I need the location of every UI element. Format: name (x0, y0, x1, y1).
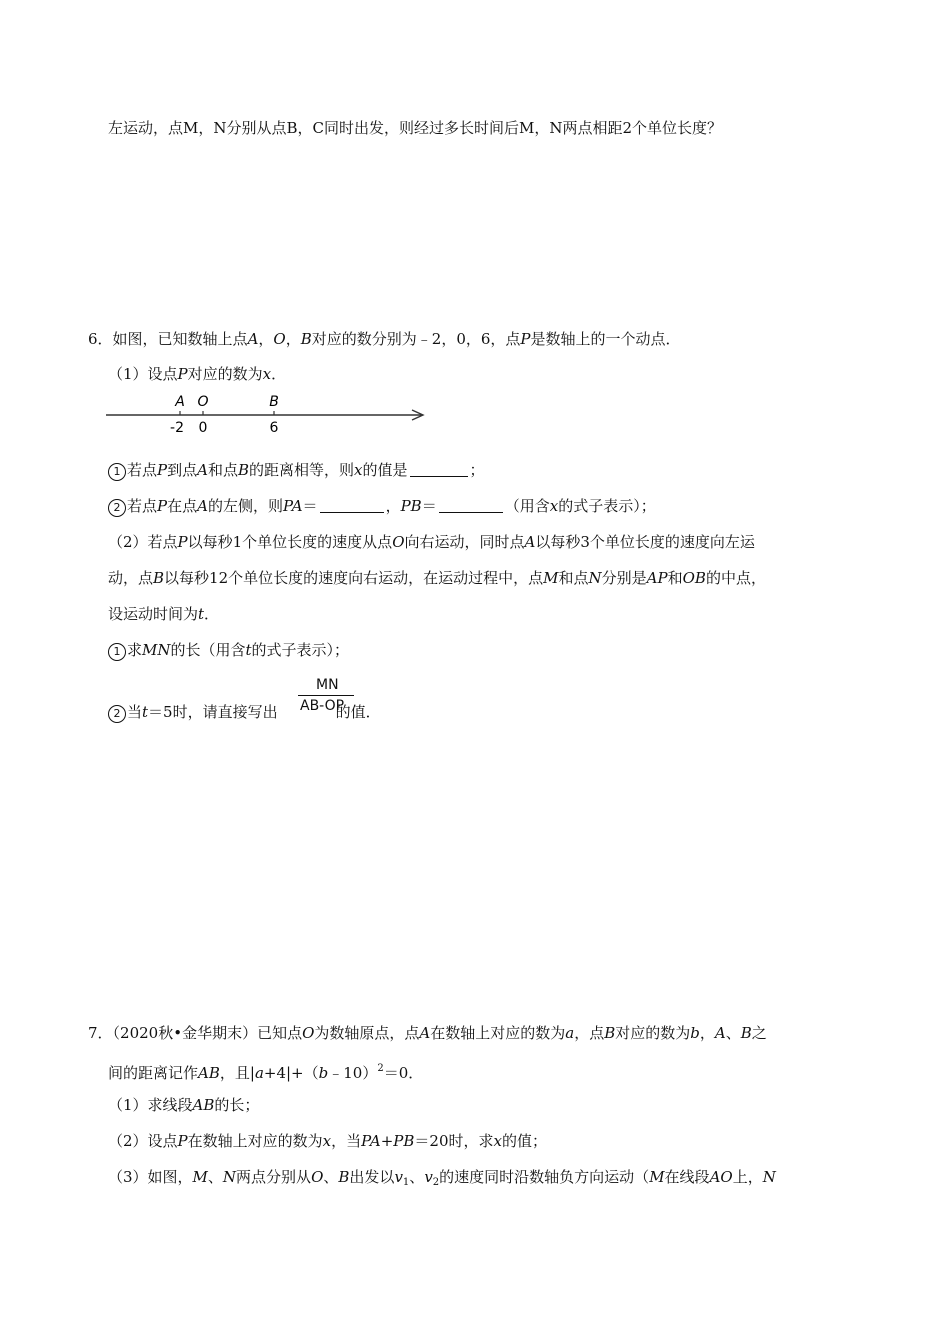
text: ，当 (331, 1132, 362, 1150)
text: 分别是 (601, 569, 647, 587)
text: 和点 (558, 569, 589, 587)
text: ＝ (302, 497, 318, 515)
q6-stem (88, 329, 681, 349)
var: P (157, 461, 168, 479)
q5-continuation-line: 左运动，点M，N分别从点B，C同时出发，则经过多长时间后M，N两点相距2个单位长度？ (108, 119, 723, 137)
fraction-numerator: MN (316, 677, 339, 693)
text: 间的距离记作 (108, 1064, 199, 1082)
var: P (157, 497, 168, 515)
superscript: 2 (377, 1063, 384, 1074)
text: ，点 (574, 1024, 605, 1042)
var: a (254, 1064, 264, 1082)
text: 在线段 (664, 1168, 710, 1186)
text: 对应的数为 (615, 1024, 691, 1042)
text: 求 (127, 641, 143, 659)
text: 是数轴上的一个动点． (530, 330, 681, 348)
text: ． (271, 365, 287, 383)
text: ＝ (421, 497, 437, 515)
fraction-denominator: AB-OP (300, 698, 345, 714)
text: ， (385, 497, 401, 515)
text: 对应的数分别为﹣2，0，6，点 (311, 330, 521, 348)
text: 为数轴原点，点 (314, 1024, 420, 1042)
text: 、 (409, 1168, 425, 1186)
value-a: -2 (170, 420, 184, 436)
label-a: A (175, 394, 185, 410)
text: （2）设点 (108, 1132, 178, 1150)
text: （2020秋•金华期末）已知点 (112, 1024, 303, 1042)
var: a (565, 1024, 575, 1042)
text: 以每秒1个单位长度的速度从点 (187, 533, 393, 551)
var: AO (709, 1168, 733, 1186)
text: 的速度同时沿数轴负方向运动（ (439, 1168, 650, 1186)
text: 对应的数为 (187, 365, 263, 383)
var: t (142, 703, 149, 721)
label-b: B (269, 394, 279, 410)
var: N (222, 1168, 237, 1186)
q7-part1 (108, 1095, 259, 1115)
var: MN (142, 641, 171, 659)
text: 之 (751, 1024, 767, 1042)
subscript: 1 (402, 1177, 410, 1188)
text: 、 (323, 1168, 339, 1186)
text: 的距离相等，则 (249, 461, 355, 479)
circled-number: 2 (108, 499, 126, 517)
text: 在数轴上对应的数为 (430, 1024, 566, 1042)
var: v (394, 1168, 403, 1186)
text: ＝0． (383, 1064, 424, 1082)
q6-part2-line3 (108, 604, 219, 624)
var: M (543, 569, 559, 587)
text: 的值． (335, 703, 381, 721)
text: + (380, 1132, 394, 1150)
q6-part2-line1 (108, 532, 755, 552)
text: 以每秒12个单位长度的速度向右运动，在运动过程中，点 (164, 569, 544, 587)
var: t (245, 641, 252, 659)
text: 的值是 (362, 461, 408, 479)
var: A (419, 1024, 431, 1042)
text: 在数轴上对应的数为 (187, 1132, 323, 1150)
q6-part1 (108, 364, 286, 384)
var: O (273, 330, 286, 348)
number-line-figure (104, 390, 434, 438)
answer-blank[interactable] (410, 462, 468, 477)
var: O (311, 1168, 324, 1186)
answer-blank-pb[interactable] (439, 498, 503, 513)
label-o: O (197, 394, 209, 410)
q6-sub1 (108, 460, 485, 481)
var: x (493, 1132, 502, 1150)
text: 的长； (214, 1096, 260, 1114)
circled-number: 2 (108, 705, 126, 723)
var: B (300, 330, 312, 348)
var: M (192, 1168, 208, 1186)
var: A (197, 497, 208, 515)
var: b (690, 1024, 700, 1042)
var: N (588, 569, 602, 587)
var: B (604, 1024, 616, 1042)
text: ＝20时，求 (414, 1132, 494, 1150)
q6-part2-sub1 (108, 640, 349, 661)
var: AP (646, 569, 668, 587)
text: 、 (725, 1024, 741, 1042)
var: A (524, 533, 536, 551)
fraction-bar (298, 695, 354, 696)
value-o: 0 (198, 420, 208, 436)
var: b (318, 1064, 329, 1082)
answer-blank-pa[interactable] (320, 498, 384, 513)
text: 当 (127, 703, 143, 721)
text: （2）若点 (108, 533, 178, 551)
text: （1）求线段 (108, 1096, 193, 1114)
text: ，且| (219, 1064, 255, 1082)
circled-number: 1 (108, 463, 126, 481)
text: 两点分别从 (236, 1168, 312, 1186)
text: ， (285, 330, 301, 348)
var: O (392, 533, 405, 551)
value-b: 6 (269, 420, 279, 436)
q7-number: 7． (88, 1024, 113, 1042)
var: P (520, 330, 531, 348)
q6-number: 6． (88, 330, 113, 348)
var: A (247, 330, 259, 348)
var: PB (400, 497, 422, 515)
text: （3）如图， (108, 1168, 193, 1186)
text: ． (204, 605, 220, 623)
text: 若点 (127, 497, 158, 515)
text: 如图，已知数轴上点 (112, 330, 248, 348)
text: 以每秒3个单位长度的速度向左运 (535, 533, 755, 551)
q7-stem-line1 (88, 1023, 767, 1043)
text: ﹣10） (328, 1064, 378, 1082)
var: x (322, 1132, 332, 1150)
var: P (177, 533, 188, 551)
text: ， (699, 1024, 715, 1042)
var: B (338, 1168, 350, 1186)
var: B (237, 461, 250, 479)
var: AB (198, 1064, 220, 1082)
text: 的左侧，则 (207, 497, 283, 515)
text: 和点 (207, 461, 238, 479)
text: 若点 (127, 461, 158, 479)
text: 的式子表示）； (558, 497, 656, 515)
text: 上， (732, 1168, 763, 1186)
var: O (302, 1024, 315, 1042)
var: P (177, 365, 188, 383)
text: 的长（用含 (170, 641, 246, 659)
text: （1）设点 (108, 365, 178, 383)
var: x (354, 461, 363, 479)
text: （用含 (504, 497, 550, 515)
q7-stem-line2 (108, 1059, 423, 1083)
text: 的式子表示）； (251, 641, 350, 659)
var: P (177, 1132, 188, 1150)
text: +4|+（ (263, 1064, 319, 1082)
q7-part2 (108, 1131, 547, 1151)
var: M (649, 1168, 665, 1186)
text: 的值； (501, 1132, 547, 1150)
var: PB (393, 1132, 415, 1150)
var: B (153, 569, 165, 587)
circled-number: 1 (108, 643, 126, 661)
var: x (262, 365, 272, 383)
var: A (714, 1024, 726, 1042)
var: AB (192, 1096, 215, 1114)
var: A (197, 461, 208, 479)
text: ＝5时，请直接写出 (148, 703, 278, 721)
text: 设运动时间为 (108, 605, 199, 623)
subscript: 2 (432, 1177, 440, 1188)
var: t (198, 605, 205, 623)
text: 到点 (167, 461, 198, 479)
text: 和 (667, 569, 683, 587)
text: 、 (207, 1168, 223, 1186)
var: OB (682, 569, 706, 587)
var: B (740, 1024, 752, 1042)
var: PA (282, 497, 303, 515)
text: 动，点 (108, 569, 154, 587)
q7-part3 (108, 1167, 776, 1193)
var: x (549, 497, 559, 515)
q6-part2-line2 (108, 568, 766, 588)
text: 在点 (167, 497, 198, 515)
text: 的中点， (705, 569, 766, 587)
var: v (424, 1168, 433, 1186)
var: PA (361, 1132, 381, 1150)
text: 向右运动，同时点 (404, 533, 525, 551)
text: ， (258, 330, 274, 348)
text: ； (469, 461, 485, 479)
fraction-mn-over-ab-op (296, 677, 356, 721)
text: 出发以 (349, 1168, 395, 1186)
q6-sub2 (108, 496, 656, 517)
var: N (762, 1168, 776, 1186)
